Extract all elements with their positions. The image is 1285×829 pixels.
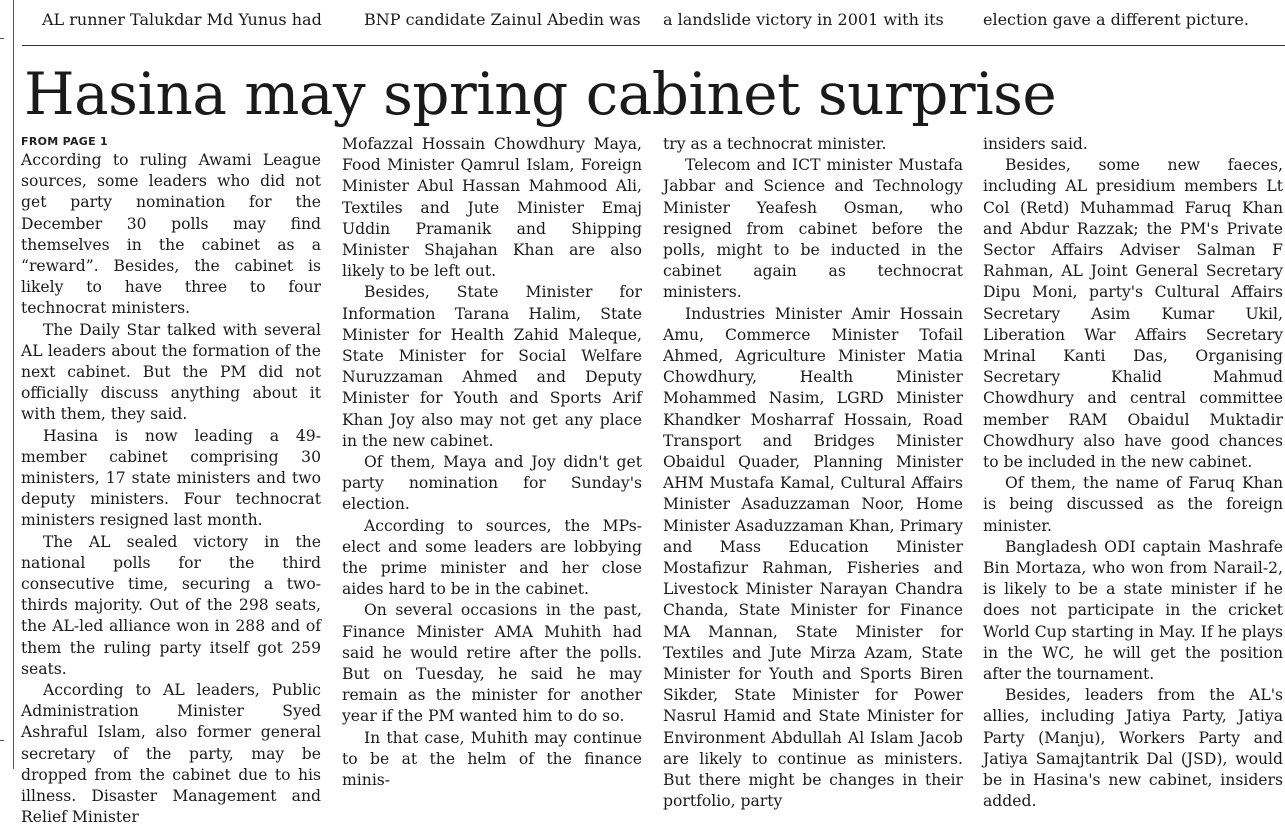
article-column-3 [663, 134, 963, 811]
article-paragraph: insiders said. [983, 135, 1088, 153]
page-edge-tick [0, 740, 4, 741]
previous-story-line: a landslide victory in 2001 with its [663, 10, 944, 29]
article-column-1 [21, 134, 321, 827]
article-paragraph: Hasina is now leading a 49-member cabinet comprising 30 ministers, 17 state ministers and two deputy ministers. Four technocrat ministers resigned last month. [21, 426, 321, 530]
article-paragraph: Besides, State Minister for Information Tarana Halim, State Minister for Health Zahid Maleque, State Minister for Social Welfare Nuruzzaman Ahmed and Deputy Minister for Youth and Sports Arif Khan Joy also may not get any place in the new cabinet. [342, 283, 642, 450]
article-paragraph: The Daily Star talked with several AL leaders about the formation of the next cabinet. But the PM did not officially discuss anything about it with them, they said. [21, 320, 321, 424]
article-paragraph: try as a technocrat minister. [663, 135, 887, 153]
article-paragraph: Industries Minister Amir Hossain Amu, Commerce Minister Tofail Ahmed, Agriculture Minister Matia Chowdhury, Health Minister Mohammed Nasim, LGRD Minister Khandker Mosharraf Hossain, Road Transport and Bridges Minister Obaidul Quader, Planning Minister AHM Mustafa Kamal, Cultural Affairs Minister Asaduzzaman Noor, Home Minister Asaduzzaman Khan, Primary and Mass Education Minister Mostafizur Rahman, Fisheries and Livestock Minister Narayan Chandra Chanda, State Minister for Finance MA Mannan, State Minister for Textiles and Jute Mirza Azam, State Minister for Youth and Sports Biren Sikder, State Minister for Power Nasrul Hamid and State Minister for Environment Abdullah Al Islam Jacob are likely to continue as ministers. But there might be changes in their portfolio, party [663, 304, 963, 811]
previous-story-line: election gave a different picture. [983, 10, 1249, 29]
previous-story-column-1 [42, 0, 342, 30]
article-paragraph: Of them, the name of Faruq Khan is being discussed as the foreign minister. [983, 474, 1283, 535]
article-paragraph: According to sources, the MPs-elect and some leaders are lobbying the prime minister and her close aides hard to be in the cabinet. [342, 516, 642, 599]
article-paragraph: According to AL leaders, Public Administration Minister Syed Ashraful Islam, also former general secretary of the party, may be dropped from the cabinet due to his illness. Disaster Management and Relief Minister [21, 681, 321, 827]
article-headline: Hasina may spring cabinet surprise [24, 60, 1057, 128]
article-paragraph: The AL sealed victory in the national polls for the third consecutive time, securing a two-thirds majority. Out of the 298 seats, the AL-led alliance won in 288 and of them the ruling party itself got 259 seats. [21, 532, 321, 678]
article-column-2 [342, 134, 642, 790]
previous-story-line: BNP candidate Zainul Abedin was [364, 10, 641, 29]
previous-story-line: AL runner Talukdar Md Yunus had [42, 10, 322, 29]
previous-story-strip [22, 0, 1285, 32]
previous-story-column-4 [983, 0, 1283, 30]
previous-story-column-3 [663, 0, 963, 30]
section-divider [22, 45, 1285, 46]
article-column-4 [983, 134, 1284, 811]
article-paragraph: Mofazzal Hossain Chowdhury Maya, Food Minister Qamrul Islam, Foreign Minister Abul Hassan Mahmood Ali, Textiles and Jute Minister Emaj Uddin Pramanik and Shipping Minister Shajahan Khan are also likely to be left out. [342, 135, 642, 281]
article-paragraph: Telecom and ICT minister Mustafa Jabbar and Science and Technology Minister Yeafesh Osman, who resigned from cabinet before the polls, might to be inducted in the cabinet again as technocrat ministers. [663, 156, 963, 302]
continued-from-kicker: FROM PAGE 1 [21, 135, 109, 148]
page-edge-rule [13, 0, 14, 769]
previous-story-column-2 [364, 0, 664, 30]
article-paragraph: Besides, some new faeces, including AL presidium members Lt Col (Retd) Muhammad Faruq Khan and Abdur Razzak; the PM's Private Sector Affairs Adviser Salman F Rahman, AL Joint General Secretary Dipu Moni, party's Cultural Affairs Secretary Asim Kumar Ukil, Liberation War Affairs Secretary Mrinal Kanti Das, Organising Secretary Khalid Mahmud Chowdhury and central committee member RAM Obaidul Muktadir Chowdhury also have good chances to be included in the new cabinet. [983, 156, 1283, 472]
article-paragraph: Bangladesh ODI captain Mashrafe Bin Mortaza, who won from Narail-2, is likely to be a state minister if he does not participate in the cricket World Cup starting in May. If he plays in the WC, he will get the position after the tournament. [983, 537, 1284, 684]
page-edge-tick [0, 38, 4, 39]
article-paragraph: In that case, Muhith may continue to be at the helm of the finance minis- [342, 728, 642, 790]
article-paragraph: Besides, leaders from the AL's allies, including Jatiya Party, Jatiya Party (Manju), Workers Party and Jatiya Samajtantrik Dal (JSD), would be in Hasina's new cabinet, insiders added. [983, 686, 1283, 811]
article-paragraph: Of them, Maya and Joy didn't get party nomination for Sunday's election. [342, 453, 642, 514]
article-paragraph: On several occasions in the past, Finance Minister AMA Muhith had said he would retire after the polls. But on Tuesday, he said he may remain as the minister for another year if the PM wanted him to do so. [342, 601, 642, 726]
article-paragraph: According to ruling Awami League sources, some leaders who did not get party nomination for the December 30 polls may find themselves in the cabinet as a “reward”. Besides, the cabinet is likely to have three to four technocrat ministers. [21, 151, 321, 318]
